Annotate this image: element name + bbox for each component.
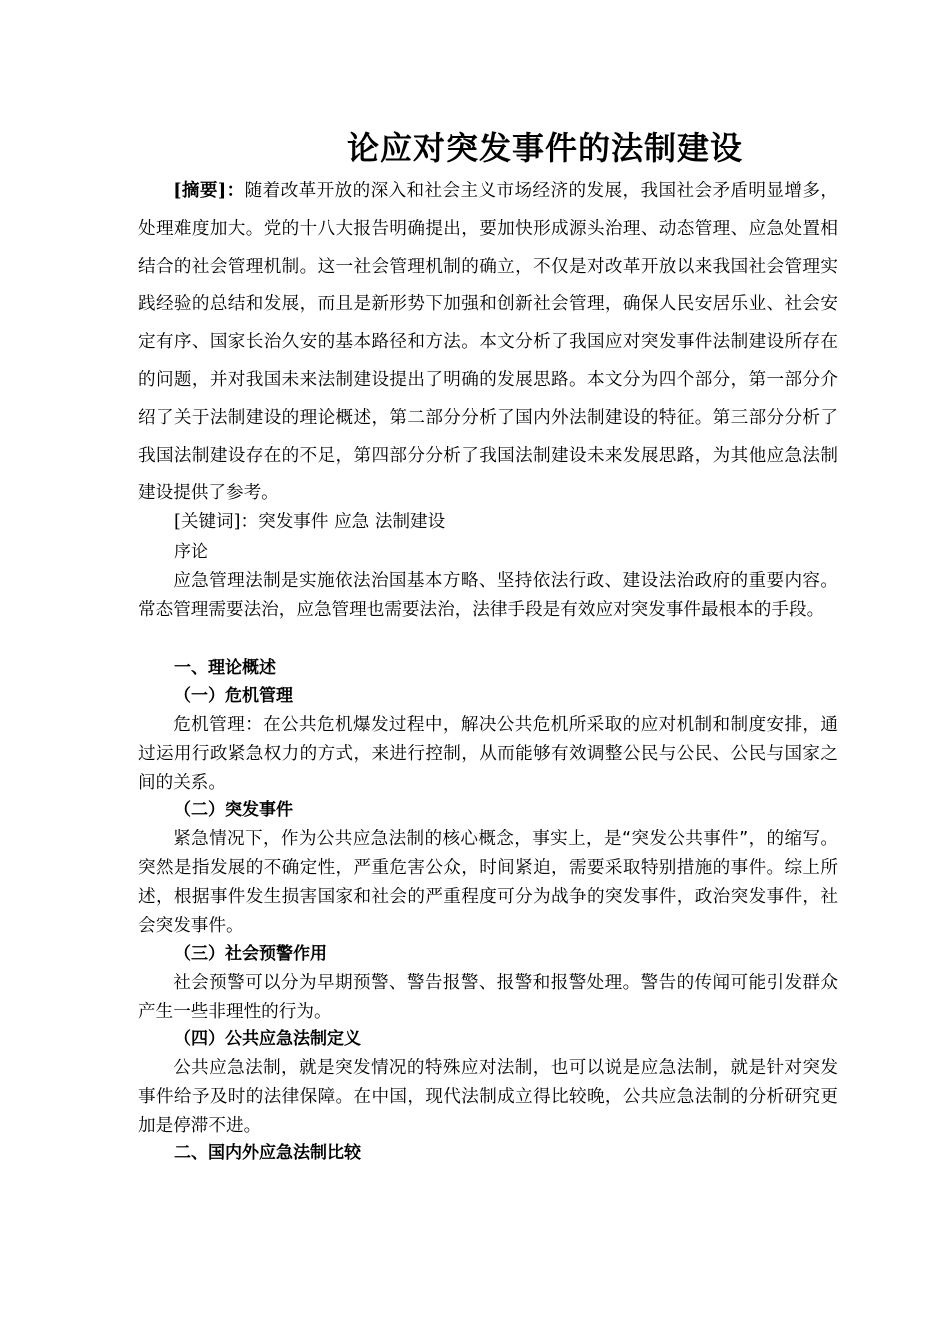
section-1-2-paragraph: 紧急情况下，作为公共应急法制的核心概念，事实上，是“突发公共事件”，的缩写。突然是指发展的不确定性，严重危害公众，时间紧迫，需要采取特别措施的事件。综上所述，根据事件发生损害国家和社会的严重程度可分为战争的突发事件，政治突发事件，社会突发事件。 (138, 829, 838, 936)
keywords-text: 突发事件 应急 法制建设 (258, 512, 446, 532)
document-title: 论应对突发事件的法制建设 (346, 129, 743, 167)
section-1-3-heading: （三）社会预警作用 (174, 944, 327, 964)
preface-paragraph: 应急管理法制是实施依法治国基本方略、坚持依法行政、建设法治政府的重要内容。常态管理需要法治，应急管理也需要法治，法律手段是有效应对突发事件最根本的手段。 (138, 571, 838, 620)
section-1-4-heading: （四）公共应急法制定义 (174, 1029, 361, 1049)
section-2-heading: 二、国内外应急法制比较 (174, 1143, 361, 1163)
section-1-3-paragraph: 社会预警可以分为早期预警、警告报警、报警和报警处理。警告的传闻可能引发群众产生一些非理性的行为。 (138, 973, 838, 1022)
section-1-1-heading: （一）危机管理 (174, 686, 293, 706)
abstract-label: [摘要]： (173, 180, 245, 201)
section-1-4-paragraph: 公共应急法制，就是突发情况的特殊应对法制，也可以说是应急法制，就是针对突发事件给予及时的法律保障。在中国，现代法制成立得比较晚，公共应急法制的分析研究更加是停滞不进。 (138, 1058, 838, 1136)
section-1-heading: 一、理论概述 (174, 658, 276, 678)
keywords-line (174, 510, 445, 534)
section-1-1-paragraph: 危机管理：在公共危机爆发过程中，解决公共危机所采取的应对机制和制度安排，通过运用行政紧急权力的方式，来进行控制，从而能够有效调整公民与公民、公民与国家之间的关系。 (138, 715, 838, 793)
abstract-text: 随着改革开放的深入和社会主义市场经济的发展，我国社会矛盾明显增多，处理难度加大。党的十八大报告明确提出，要加快形成源头治理、动态管理、应急处置相结合的社会管理机制。这一社会管理机制的确立，不仅是对改革开放以来我国社会管理实践经验的总结和发展，而且是新形势下加强和创新社会管理，确保人民安居乐业、社会安定有序、国家长治久安的基本路径和方法。本文分析了我国应对突发事件法制建设所存在的问题，并对我国未来法制建设提出了明确的发展思路。本文分为四个部分，第一部分介绍了关于法制建设的理论概述，第二部分分析了国内外法制建设的特征。第三部分分析了我国法制建设存在的不足，第四部分分析了我国法制建设未来发展思路，为其他应急法制建设提供了参考。 (138, 181, 838, 504)
abstract-paragraph (138, 172, 838, 513)
preface-heading: 序论 (174, 542, 208, 562)
keywords-label: [关键词]： (174, 512, 259, 532)
section-1-2-heading: （二）突发事件 (174, 800, 293, 820)
